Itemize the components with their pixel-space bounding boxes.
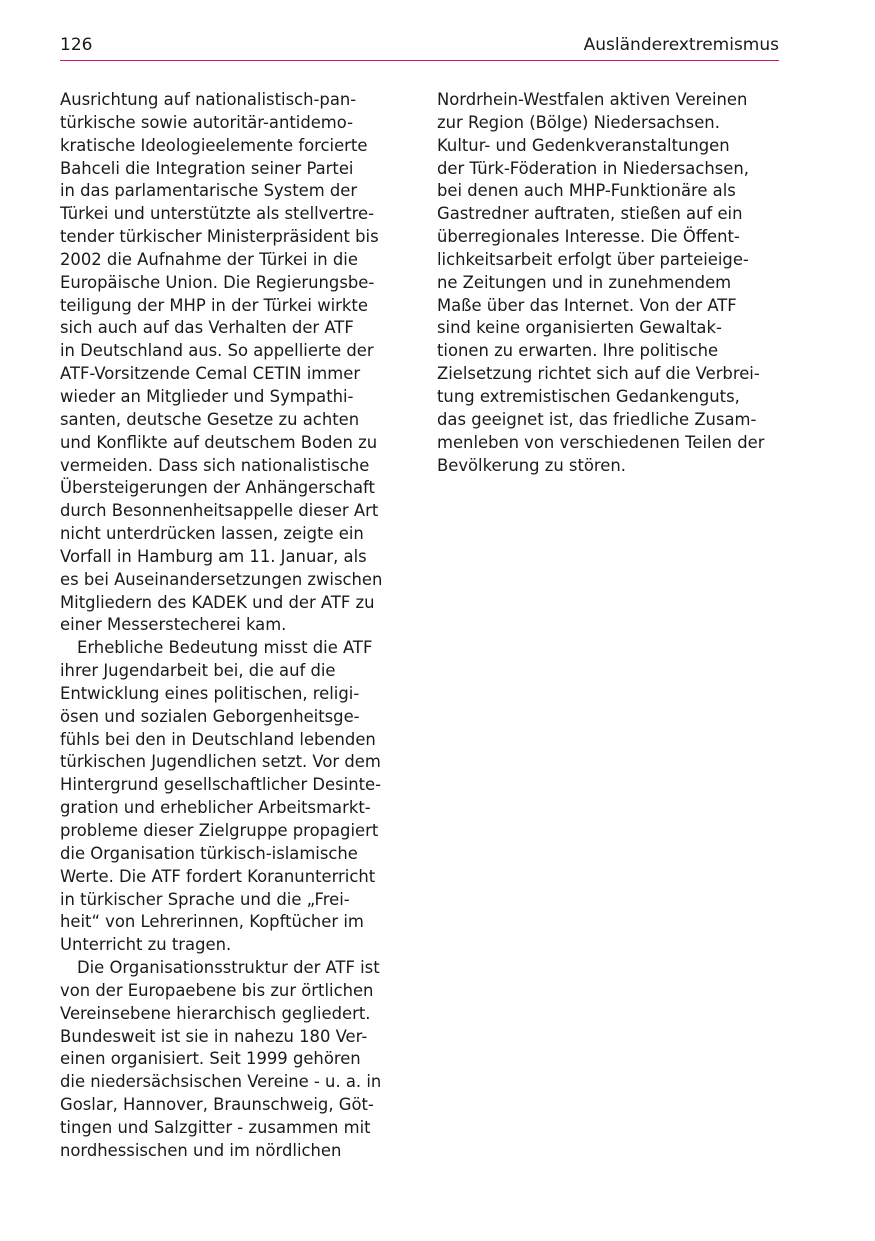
text-line: das geeignet ist, das friedliche Zusam-	[437, 409, 757, 429]
text-line: lichkeitsarbeit erfolgt über parteieige-	[437, 249, 749, 269]
text-line: 2002 die Aufnahme der Türkei in die	[60, 249, 358, 269]
header-rule	[60, 60, 779, 61]
text-line: Die Organisationsstruktur der ATF ist	[77, 958, 380, 978]
text-line: tender türkischer Ministerpräsident bis	[60, 227, 379, 247]
text-line: gration und erheblicher Arbeitsmarkt-	[60, 798, 371, 818]
text-line: Vorfall in Hamburg am 11. Januar, als	[60, 546, 367, 566]
text-line: sich auch auf das Verhalten der ATF	[60, 318, 354, 338]
text-line: türkische sowie autoritär-antidemo-	[60, 112, 354, 132]
text-line: ATF-Vorsitzende Cemal CETIN immer	[60, 364, 361, 384]
text-line: Bundesweit ist sie in nahezu 180 Ver-	[60, 1026, 368, 1046]
text-line: in türkischer Sprache und die „Frei-	[60, 889, 350, 909]
text-line: sind keine organisierten Gewaltak-	[437, 318, 722, 338]
text-line: tionen zu erwarten. Ihre politische	[437, 341, 719, 361]
text-line: türkischen Jugendlichen setzt. Vor dem	[60, 752, 381, 772]
text-line: zur Region (Bölge) Niedersachsen.	[437, 112, 720, 132]
text-line: in das parlamentarische System der	[60, 181, 358, 201]
text-line: Bahceli die Integration seiner Partei	[60, 158, 354, 178]
text-line: einen organisiert. Seit 1999 gehören	[60, 1049, 361, 1069]
text-line: ihrer Jugendarbeit bei, die auf die	[60, 661, 336, 681]
text-line: Übersteigerungen der Anhängerschaft	[60, 478, 375, 498]
text-line: Maße über das Internet. Von der ATF	[437, 295, 737, 315]
text-line: probleme dieser Zielgruppe propagiert	[60, 821, 379, 840]
text-line: Europäische Union. Die Regierungsbe-	[60, 272, 375, 292]
text-line: bei denen auch MHP-Funktionäre als	[437, 181, 736, 201]
text-line: tingen und Salzgitter - zusammen mit	[60, 1117, 371, 1137]
text-line: Erhebliche Bedeutung misst die ATF	[77, 638, 373, 658]
text-line: Unterricht zu tragen.	[60, 935, 232, 955]
text-line: überregionales Interesse. Die Öffent-	[437, 227, 740, 247]
text-line: durch Besonnenheitsappelle dieser Art	[60, 501, 379, 521]
text-line: menleben von verschiedenen Teilen der	[437, 432, 765, 452]
text-line: Gastredner auftraten, stießen auf ein	[437, 204, 743, 224]
text-line: Ausrichtung auf nationalistisch-pan-	[60, 90, 357, 109]
text-line: von der Europaebene bis zur örtlichen	[60, 980, 374, 1000]
text-line: Vereinsebene hierarchisch gegliedert.	[60, 1003, 371, 1023]
text-line: ne Zeitungen und in zunehmendem	[437, 272, 732, 292]
text-line: der Türk-Föderation in Niedersachsen,	[437, 158, 749, 178]
text-column-right	[437, 89, 787, 477]
text-line: die niedersächsischen Vereine - u. a. in	[60, 1072, 382, 1092]
running-head: Ausländerextremismus	[583, 35, 779, 55]
text-line: ösen und sozialen Geborgenheitsge-	[60, 706, 360, 726]
text-line: Bevölkerung zu stören.	[437, 455, 626, 475]
text-line: es bei Auseinandersetzungen zwischen	[60, 569, 383, 589]
text-line: teiligung der MHP in der Türkei wirkte	[60, 295, 368, 315]
text-line: Kultur- und Gedenkveranstaltungen	[437, 135, 730, 155]
text-line: santen, deutsche Gesetze zu achten	[60, 409, 360, 429]
text-line: Werte. Die ATF fordert Koranunterricht	[60, 866, 376, 886]
text-line: Mitgliedern des KADEK und der ATF zu	[60, 592, 375, 612]
text-line: fühls bei den in Deutschland lebenden	[60, 729, 376, 749]
text-line: einer Messerstecherei kam.	[60, 615, 287, 635]
page-header	[60, 34, 779, 60]
text-line: Hintergrund gesellschaftlicher Desinte-	[60, 775, 382, 795]
text-line: nicht unterdrücken lassen, zeigte ein	[60, 524, 364, 544]
text-column-left	[60, 89, 405, 1163]
text-line: Türkei und unterstützte als stellvertre-	[60, 204, 374, 224]
text-line: Nordrhein-Westfalen aktiven Vereinen	[437, 90, 748, 109]
text-line: Goslar, Hannover, Braunschweig, Göt-	[60, 1095, 374, 1115]
page-number: 126	[60, 35, 93, 55]
text-line: die Organisation türkisch-islamische	[60, 843, 358, 863]
text-line: tung extremistischen Gedankenguts,	[437, 386, 740, 406]
text-line: kratische Ideologieelemente forcierte	[60, 135, 368, 155]
text-line: und Konflikte auf deutschem Boden zu	[60, 432, 378, 452]
text-line: vermeiden. Dass sich nationalistische	[60, 455, 370, 475]
text-line: Zielsetzung richtet sich auf die Verbrei-	[437, 364, 760, 384]
text-line: in Deutschland aus. So appellierte der	[60, 341, 374, 361]
text-line: wieder an Mitglieder und Sympathi-	[60, 386, 354, 406]
text-line: nordhessischen und im nördlichen	[60, 1140, 342, 1160]
text-line: heit“ von Lehrerinnen, Kopftücher im	[60, 912, 364, 932]
text-line: Entwicklung eines politischen, religi-	[60, 683, 360, 703]
